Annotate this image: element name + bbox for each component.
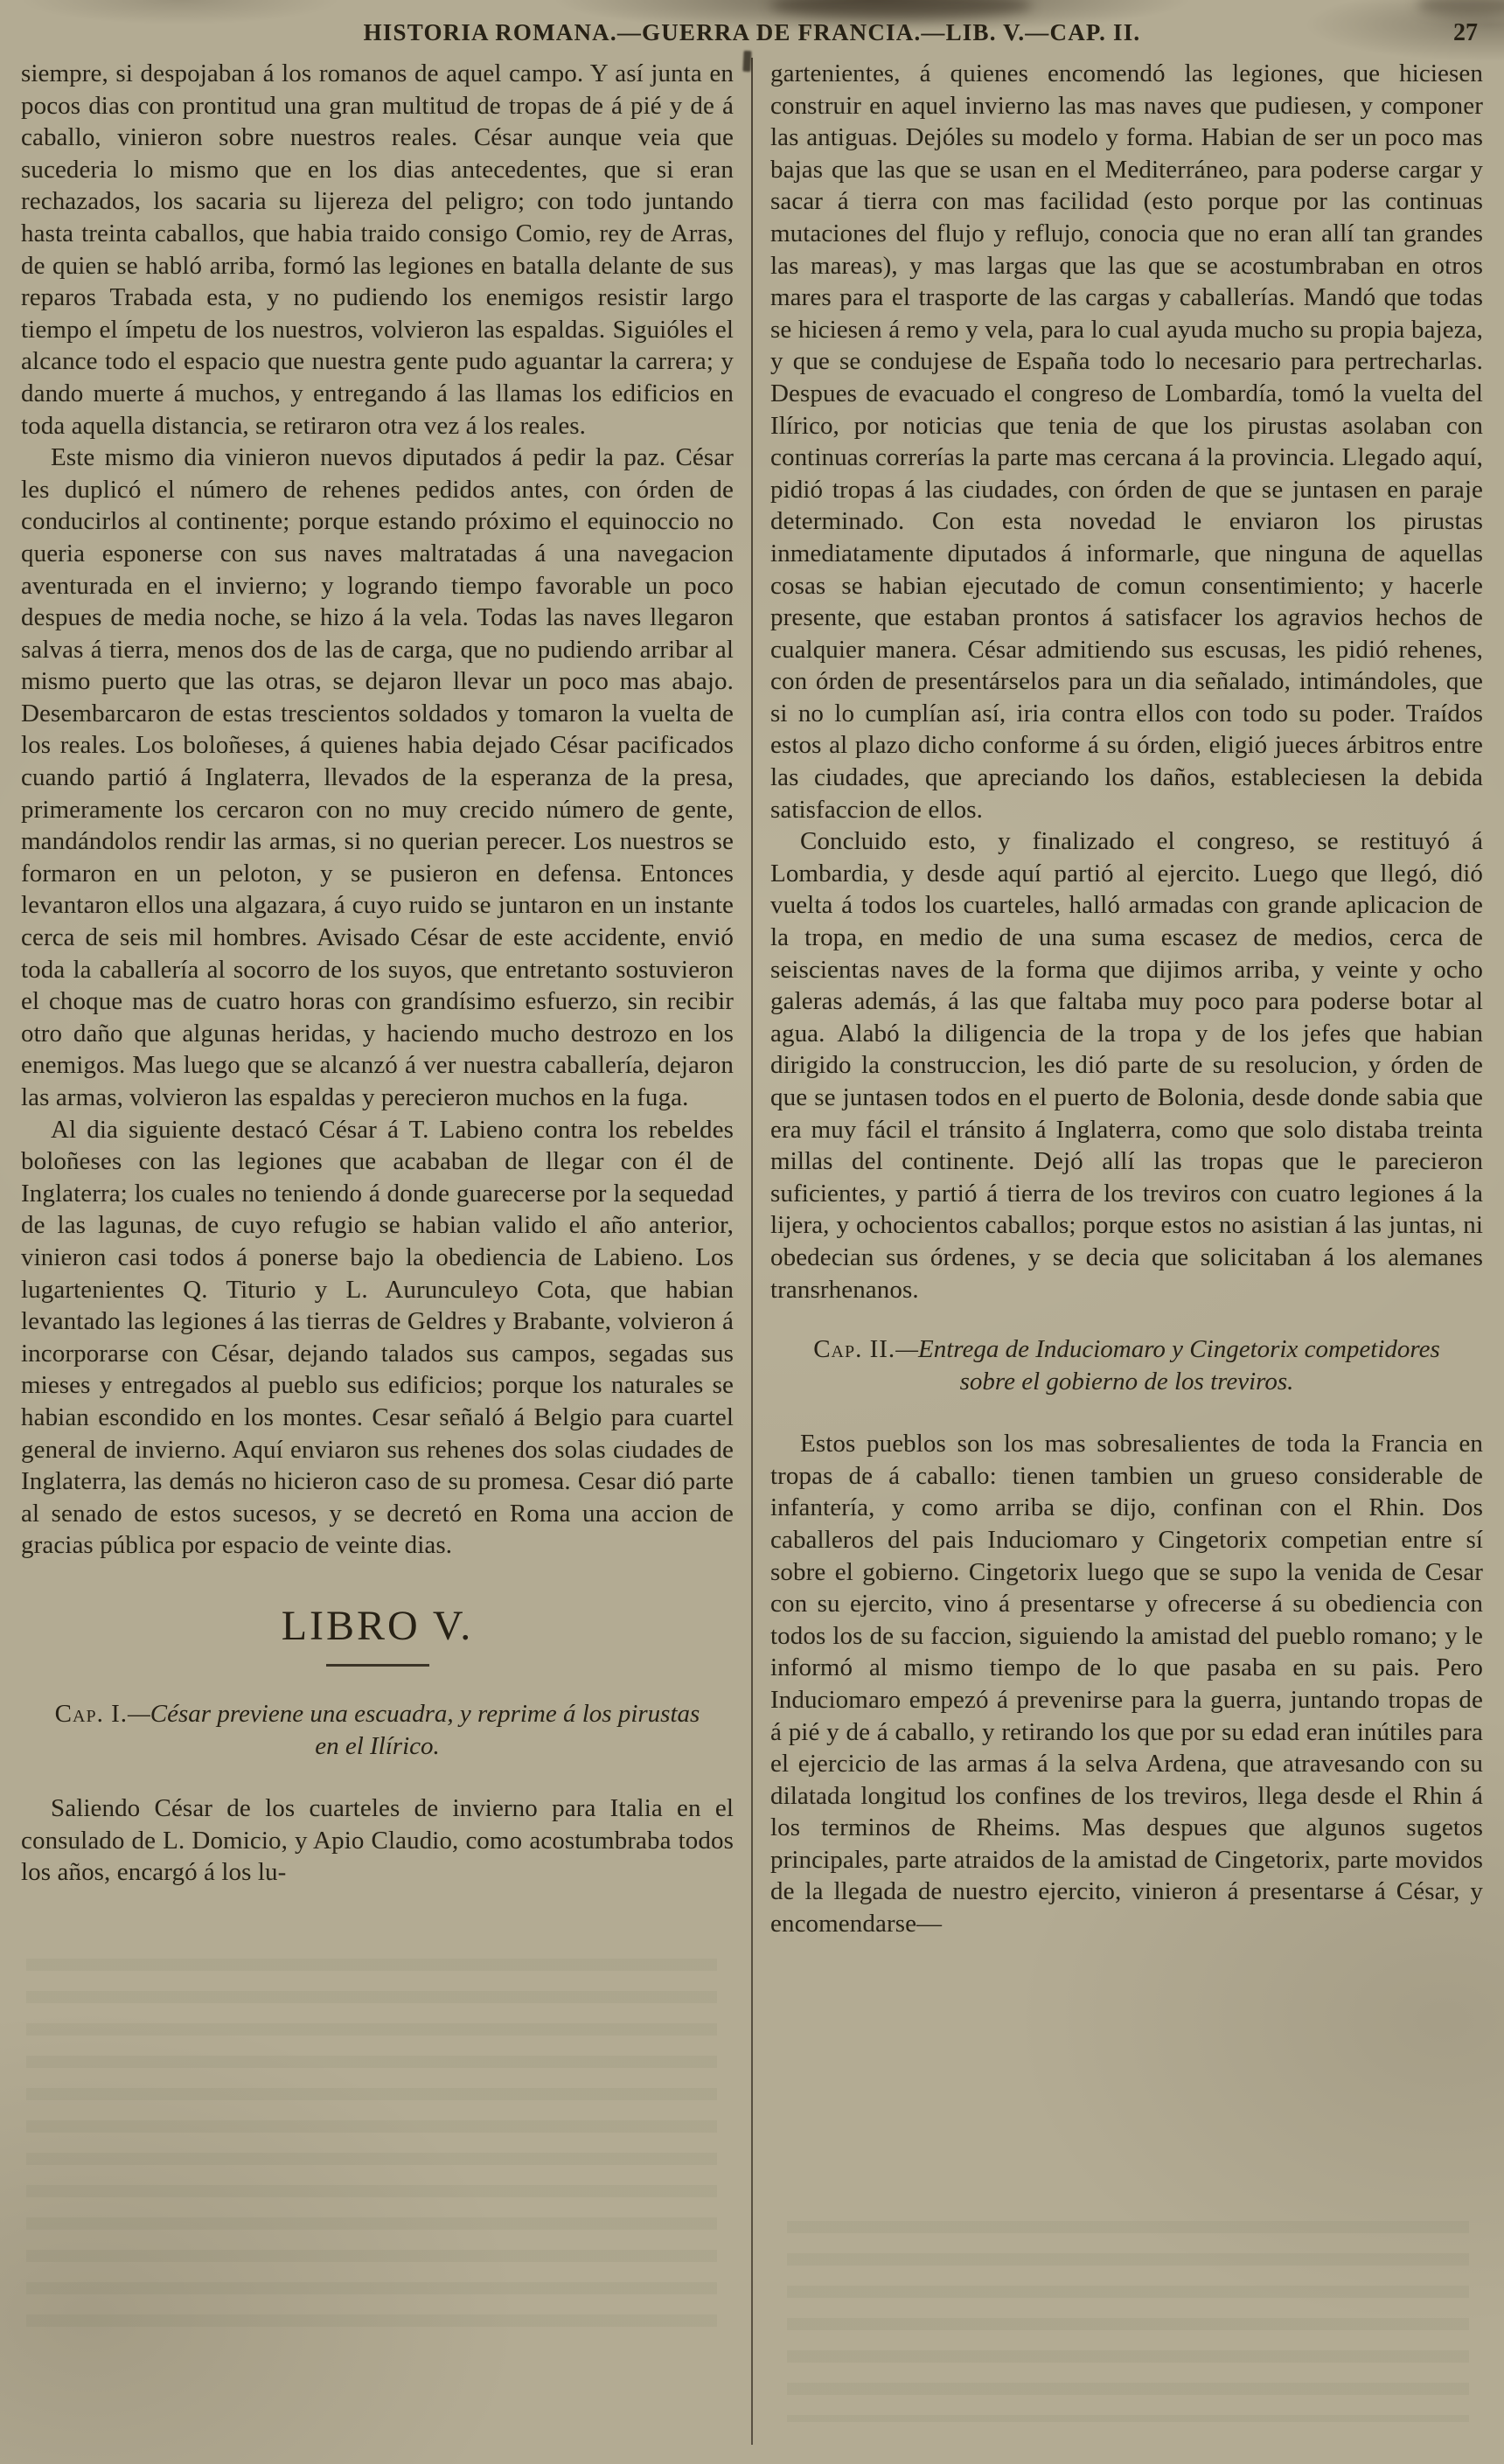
scan-smudge-artifact [769, 0, 1032, 19]
book-heading: LIBRO V. [281, 1602, 474, 1649]
chapter-1-label: Cap. I. [54, 1699, 128, 1728]
left-column [21, 58, 751, 2445]
paragraph: Estos pueblos son los mas sobresalientes de toda la Francia en tropas de á caballo: tienen tambien un grueso considerable de infantería, y como arriba se dijo, confinan con el Rhin. Dos caballeros del pais Induciomaro y Cingetorix competian entre sí sobre el gobierno. Cingetorix luego que se supo la venida de Cesar con su ejercito, vino á presentarse y ofrecerse á su obediencia con todos los de su faccion, siguiendo la amistad del pueblo romano; y le informó al mismo tiempo de lo que pasaba en su pais. Pero Induciomaro empezó á prevenirse para la guerra, juntando tropas de á pié y de á caballo, y retirando los que por su edad eran inútiles para el ejercicio de las armas á la selva Ardena, que atravesando con su dilatada longitud los confines de los treviros, llega desde el Rhin á los terminos de Rheims. Mas despues que algunos sugetos principales, parte atraidos de la amistad de Cingetorix, parte movidos de la llegada de nuestro ejercito, vinieron á presentarse á César, y encomendarse— [770, 1430, 1483, 1938]
text-columns [21, 58, 1483, 2445]
page-number: 27 [1453, 19, 1478, 46]
paragraph: Concluido esto, y finalizado el congreso, se restituyó á Lombardia, y desde aquí partió al ejercito. Luego que llegó, dió vuelta á todos los cuarteles, halló armadas con grande aplicacion de la tropa, en medio de una suma escasez de medios, cerca de seiscientas naves de la forma que dijimos arriba, y veinte y ocho galeras además, á las que faltaba muy poco para poderse botar al agua. Alabó la diligencia de la tropa y de los jefes que habian dirigido la construccion, les dió parte de su resolucion, y órden de que se juntasen todos en el puerto de Bolonia, desde donde sabia que era muy fácil el tránsito á Inglaterra, como que solo distaba treinta millas del continente. Dejó allí las tropas que le parecieron suficientes, y partió á tierra de los treviros con cuatro legiones á la lijera, y ochocientos caballos; porque estos no asistian á las juntas, ni obedecian sus órdenes, y se decia que solicitaban á los alemanes transrhenanos. [770, 827, 1483, 1304]
chapter-2-title: —Entrega de Induciomaro y Cingetorix competidores sobre el gobierno de los treviros. [895, 1335, 1440, 1396]
scan-smudge-artifact [1417, 0, 1504, 16]
paragraph: gartenientes, á quienes encomendó las legiones, que hiciesen construir en aquel invierno las mas naves que pudiesen, y componer las antiguas. Dejóles su modelo y forma. Habian de ser un poco mas bajas que las que se usan en el Mediterráneo, para poderse cargar y sacar á tierra con mas facilidad (esto porque por las continuas mutaciones del flujo y reflujo, conocia que no eran allí tan grandes las mareas), y mas largas que las que se acostumbraban en otros mares para el trasporte de las cargas y caballerías. Mandó que todas se hiciesen á remo y vela, para lo cual ayuda mucho su propia bajeza, y que se condujese de España todo lo necesario para pertrecharlas. Despues de evacuado el congreso de Lombardía, tomó la vuelta del Ilírico, por noticias que tenia de que los pirustas asolaban con continuas correrías la parte mas cercana á la provincia. Llegado aquí, pidió tropas á las ciudades, con órden de que se juntasen en paraje determinado. Con esta novedad le enviaron los pirustas inmediatamente diputados á informarle, que ninguna de aquellas cosas se habian ejecutado de comun consentimiento; y hacerle presente, que estaban prontos á satisfacer los agravios hechos de cualquier manera. César admitiendo sus escusas, les pidió rehenes, con órden de presentárselos para un dia señalado, intimándoles, que si no lo cumplían así, iria contra ellos con todo su poder. Traídos estos al plazo dicho conforme á su órden, eligió jueces árbitros entre las ciudades, que apreciando los daños, estableciesen la debida satisfaccion de ellos. [770, 59, 1483, 824]
chapter-2-heading [788, 1333, 1466, 1398]
chapter-1-title: —César previene una escuadra, y reprime á los pirustas en el Ilírico. [128, 1699, 700, 1760]
paragraph: siempre, si despojaban á los romanos de aquel campo. Y así junta en pocos dias con prontitud una gran multitud de tropas de á pié y de á caballo, vinieron sobre nuestros reales. César aunque veia que sucederia lo mismo que en los dias antecedentes, que si eran rechazados, los sacaria su lijereza del peligro; con todo juntando hasta treinta caballos, que habia traido consigo Comio, rey de Arras, de quien se habló arriba, formó las legiones en batalla delante de sus reparos Trabada esta, y no pudiendo los enemigos resistir largo tiempo el ímpetu de los nuestros, volvieron las espaldas. Siguióles el alcance todo el espacio que nuestra gente pudo aguantar la carrera; y dando muerte á muchos, y entregando á las llamas los edificios en toda aquella distancia, se retiraron otra vez á los reales. [21, 59, 734, 440]
paragraph: Al dia siguiente destacó César á T. Labieno contra los rebeldes boloñeses con las legiones que acababan de llegar con él de Inglaterra; los cuales no teniendo á donde guarecerse por la sequedad de las lagunas, de cuyo refugio se habian valido el año anterior, vinieron casi todos á ponerse bajo la obediencia de Labieno. Los lugartenientes Q. Titurio y L. Aurunculeyo Cota, que habian levantado las legiones á las tierras de Geldres y Brabante, volvieron á incorporarse con César, dejando talados sus campos, segadas sus mieses y entregados al pueblo sus edificios; porque los naturales se habian escondido en los montes. Cesar señaló á Belgio para cuartel general de invierno. Aquí enviaron sus rehenes dos solas ciudades de Inglaterra, las demás no hicieron caso de su promesa. Cesar dió parte al senado de estos sucesos, y se decretó en Roma una accion de gracias pública por espacio de veinte dias. [21, 1115, 734, 1560]
running-title: HISTORIA ROMANA.—GUERRA DE FRANCIA.—LIB. V.—CAP. II. [363, 19, 1141, 45]
paragraph: Este mismo dia vinieron nuevos diputados á pedir la paz. César les duplicó el número de rehenes pedidos antes, con órden de conducirlos al continente; porque estando próximo el equinoccio no queria esponerse con sus naves maltratadas á una navegacion aventurada en el invierno; y logrando tiempo favorable un poco despues de media noche, se hizo á la vela. Todas las naves llegaron salvas á tierra, menos dos de las de carga, que no pudiendo arribar al mismo puerto que las otras, se dejaron llevar un poco mas abajo. Desembarcaron de estas trescientos soldados y tomaron la vuelta de los reales. Los boloñeses, á quienes habia dejado César pacificados cuando partió á Inglaterra, llevados de la esperanza de la presa, primeramente los cercaron con no muy crecido número de gente, mandándolos rendir las armas, si no querian perecer. Los nuestros se formaron en un peloton, y se pusieron en defensa. Entonces levantaron ellos una algazara, á cuyo ruido se juntaron en un instante cerca de seis mil hombres. Avisado César de este accidente, envió toda la caballería al socorro de los suyos, que entretanto sostuvieron el choque mas de cuatro horas con grandísimo esfuerzo, sin recibir otro daño que algunas heridas, y haciendo mucho destrozo en los enemigos. Mas luego que se alcanzó á ver nuestra caballería, dejaron las armas, volvieron las espaldas y perecieron muchos en la fuga. [21, 443, 734, 1111]
paragraph: Saliendo César de los cuarteles de invierno para Italia en el consulado de L. Domicio, y Apio Claudio, como acostumbraba todos los años, encargó á los lu- [21, 1793, 734, 1887]
chapter-1-heading [45, 1698, 709, 1763]
right-paragraphs [770, 58, 1483, 1305]
left-paragraphs [21, 58, 734, 1562]
right-column [753, 58, 1483, 2445]
ink-mark-artifact [742, 51, 751, 72]
left-paragraphs-after [21, 1792, 734, 1889]
chapter-2-label: Cap. II. [813, 1335, 896, 1364]
right-paragraphs-after [770, 1428, 1483, 1940]
heading-rule [326, 1664, 429, 1667]
